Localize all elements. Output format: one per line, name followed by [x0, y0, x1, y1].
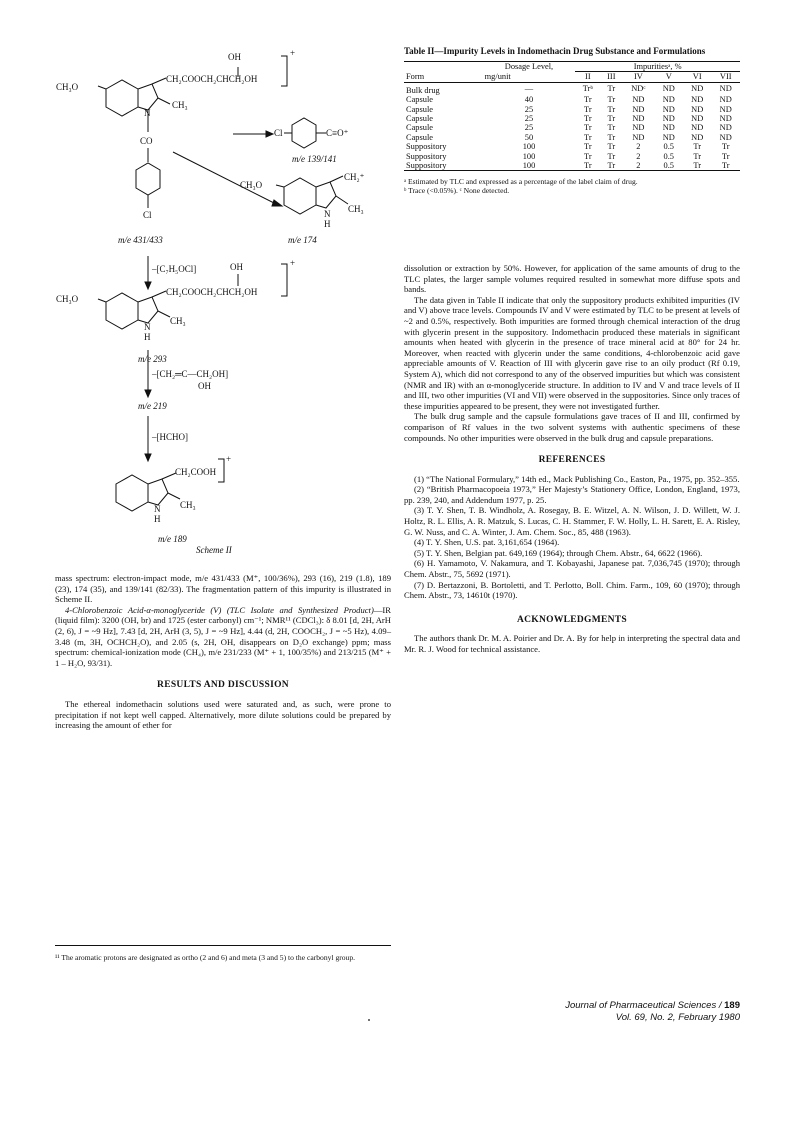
- table-cell: ND: [691, 123, 704, 133]
- table-cell: 25: [524, 123, 534, 133]
- table-cell: Tr: [721, 151, 730, 161]
- scheme-caption: Scheme II: [196, 545, 232, 555]
- table-cell: Capsule: [406, 95, 433, 105]
- table-row: [404, 142, 740, 151]
- reference-item: (2) “British Pharmacopoeia 1973,” Her Majesty’s Stationery Office, London, England, 1973, pp. 239, 240, and Addendum 1977, p. 25.: [404, 484, 740, 505]
- table-cell: ND: [691, 114, 704, 124]
- scheme-co: CO: [140, 136, 153, 146]
- table-cell: Tr: [607, 142, 616, 152]
- table-note-a: ᵃ Estimated by TLC and expressed as a percentage of the label claim of drug.: [404, 177, 638, 187]
- scheme-chain-2: CH₂COOCH₂CHCH₂OH: [166, 287, 258, 297]
- scheme-chain-1: CH₂COOCH₂CHCH₂OH: [166, 74, 258, 84]
- acknowledgments-paragraph: The authors thank Dr. M. A. Poirier and Dr. A. By for help in interpreting the spectral data and Mr. R. J. Wood for technical assistance.: [404, 633, 740, 654]
- table-col-v: V: [665, 72, 672, 82]
- scheme-n-3: N: [144, 322, 151, 332]
- footer-volume: Vol. 69, No. 2, February 1980: [615, 1012, 740, 1023]
- footnote: ¹¹ The aromatic protons are designated as ortho (2 and 6) and meta (3 and 5) to the carbonyl group.: [55, 953, 356, 962]
- scheme-ch2plus: CH₂⁺: [344, 172, 365, 182]
- scheme-me-431: m/e 431/433: [118, 235, 163, 245]
- table-cell: ND: [719, 132, 732, 142]
- table-row: [404, 133, 740, 142]
- table-cell: ND: [691, 132, 704, 142]
- table-cell: ND: [719, 104, 732, 114]
- scheme-ch3o-3: CH₃O: [56, 294, 79, 304]
- table-cell: ND: [632, 104, 645, 114]
- scheme-h-2: H: [324, 219, 331, 229]
- scheme-h-4: H: [154, 514, 161, 524]
- table-cell: Trᵇ: [582, 84, 593, 94]
- table-cell: Capsule: [406, 123, 433, 133]
- table-head-form: Form: [406, 72, 425, 82]
- scheme-ch3-1: CH₃: [172, 100, 188, 110]
- scheme-plus-3: +: [226, 454, 232, 464]
- table-cell: —: [524, 84, 534, 94]
- table-note-bc: ᵇ Trace (<0.05%). ᶜ None detected.: [404, 186, 510, 196]
- table-cell: Tr: [607, 161, 616, 171]
- table-cell: 25: [524, 114, 534, 124]
- scheme-oh-1: OH: [228, 52, 241, 62]
- scheme-me-174: m/e 174: [288, 235, 317, 245]
- scheme-loss-3: –[HCHO]: [152, 432, 188, 442]
- table-cell: Tr: [607, 114, 616, 124]
- table-cell: ND: [691, 104, 704, 114]
- scheme-n-4: N: [154, 504, 161, 514]
- speck: [368, 1019, 370, 1021]
- table-cell: 0.5: [663, 142, 674, 152]
- table-cell: ND: [719, 84, 732, 94]
- scheme-ch3o-1: CH₃O: [56, 82, 79, 92]
- scheme-oh-2: OH: [230, 262, 243, 272]
- table-cell: Tr: [584, 161, 592, 171]
- table-cell: Suppository: [406, 161, 447, 171]
- table-cell: Tr: [693, 161, 702, 171]
- scheme-cl-1: Cl: [143, 210, 152, 220]
- scheme-chain-3: CH₂COOH: [175, 467, 217, 477]
- scheme-n-2: N: [324, 209, 331, 219]
- scheme-me-293: m/e 293: [138, 354, 167, 364]
- table-cell: Tr: [721, 142, 730, 152]
- table-cell: 50: [524, 132, 534, 142]
- footnote-rule: [55, 945, 391, 946]
- table-row: [404, 161, 740, 171]
- table-row: [404, 114, 740, 123]
- scheme-acylium: C≡O⁺: [326, 128, 349, 138]
- table-cell: ND: [662, 104, 675, 114]
- chloro-body: —IR (liquid film): 3200 (OH, br) and 1725 (ester carbonyl) cm⁻¹; NMR¹¹ (CDCl₃): δ 8.01 [d, 2H, ArH (2, 6), J = ~9 Hz], 7.43 [d, 2H, ArH (3, 5), J = ~9 Hz], 4.44 (d, 2H, COOCH₂, J = ~5 Hz), 4.09–3.48 (m, 3H, OCHCH₂O), and 2.05 (s, 2H, OH, disappears on D₂O exchange) ppm; mass spectrum: chemical-ionization mode (CH₄), m/e 231/233 (M⁺ + 1, 100/35%) and 213/215 (M⁺ + 1 – H₂O, 93/31).: [55, 604, 391, 668]
- table-cell: Tr: [607, 123, 616, 133]
- table-cell: Tr: [693, 151, 702, 161]
- table-head-dosage-1: Dosage Level,: [504, 62, 554, 72]
- table-cell: Tr: [584, 95, 592, 105]
- chloro-heading: 4-Chlorobenzoic Acid-α-monoglyceride (V) (TLC Isolate and Synthesized Product): [65, 604, 374, 615]
- table-cell: ND: [691, 95, 704, 105]
- table-cell: ND: [719, 114, 732, 124]
- table-row: [404, 105, 740, 114]
- table-cell: 40: [524, 95, 534, 105]
- page-footer: [565, 1000, 740, 1024]
- table-cell: Tr: [607, 95, 616, 105]
- table-cell: Suppository: [406, 151, 447, 161]
- table-cell: 100: [522, 142, 536, 152]
- right-column: [404, 263, 740, 655]
- table-cell: Tr: [584, 104, 592, 114]
- impurity-table: [404, 61, 740, 171]
- table-cell: 2: [636, 142, 641, 152]
- ms-paragraph: mass spectrum: electron-impact mode, m/e 431/433 (M⁺, 100/36%), 293 (16), 219 (1.8), 189 (23), 174 (35), and 139/141 (82/33). The fragmentation pattern of this impurity is illustrated in Scheme II.: [55, 573, 391, 605]
- table-cell: 100: [522, 151, 536, 161]
- table-col-vi: VI: [692, 72, 702, 82]
- reference-item: (4) T. Y. Shen, U.S. pat. 3,161,654 (1964).: [414, 537, 560, 548]
- table-cell: 0.5: [663, 151, 674, 161]
- right-paragraph-1: dissolution or extraction by 50%. However, for application of the same amounts of drug to the TLC plates, the larger sample volumes required resulted in somewhat more diffuse spots and bands.: [404, 263, 740, 295]
- results-heading: RESULTS AND DISCUSSION: [157, 680, 289, 691]
- acknowledgments-heading: ACKNOWLEDGMENTS: [516, 614, 628, 625]
- scheme-me-189: m/e 189: [158, 534, 187, 544]
- reference-item: (1) “The National Formulary,” 14th ed., Mack Publishing Co., Easton, Pa., 1975, pp. 352–355.: [414, 473, 740, 484]
- scheme-ch3-2: CH₃: [348, 204, 364, 214]
- scheme-loss-2a: –[CH₂═C—CH₂OH]: [152, 369, 229, 379]
- table-cell: Capsule: [406, 114, 433, 124]
- table-cell: Capsule: [406, 132, 433, 142]
- table-cell: Bulk drug: [406, 85, 440, 95]
- scheme-plus-1: +: [290, 48, 296, 58]
- right-paragraph-2: The data given in Table II indicate that only the suppository products exhibited impurities (IV and V) above trace levels. Compounds IV and V were estimated by TLC to be present at levels of ~2 and 0.5%, respectively. Both impurities are formed through chemical interaction of the drug with glycerin present in the suppository. Indomethacin produced these materials in significant amounts when heated with glycerin in the presence of trace mineral acid at 80° for 24 hr. Moreover, when reacted with glycerin under the same conditions, 4-chlorobenzoic acid gave appreciable amounts of V. Reaction of III with glycerin gave rise to an oily product (Rf 0.19, System A), which did not correspond to any of the observed impurities but which was consistent (NMR and IR) with an α-monoglyceride structure. In addition to IV and V and trace levels of II and III, two other impurities (VI and VII) were observed in the suppositories. Since only traces of these impurities appeared to be present, they were not investigated further.: [404, 294, 740, 411]
- table-row: [404, 82, 740, 95]
- table-cell: ND: [662, 114, 675, 124]
- table-row: [404, 95, 740, 104]
- table-cell: ND: [632, 114, 645, 124]
- table-cell: NDᶜ: [631, 84, 646, 94]
- table-cell: ND: [691, 84, 704, 94]
- table-cell: Tr: [584, 142, 592, 152]
- table-col-iv: IV: [633, 72, 643, 82]
- table-cell: 2: [636, 151, 641, 161]
- scheme-loss-1: –[C₇H₅OCl]: [152, 264, 197, 274]
- scheme-ch3o-2: CH₃O: [240, 180, 263, 190]
- table-cell: Tr: [693, 142, 702, 152]
- table-cell: Tr: [584, 123, 592, 133]
- table-cell: ND: [662, 132, 675, 142]
- table-cell: Tr: [607, 151, 616, 161]
- reference-item: (5) T. Y. Shen, Belgian pat. 649,169 (1964); through Chem. Abstr., 64, 6622 (1966).: [414, 547, 703, 558]
- reference-item: (3) T. Y. Shen, T. B. Windholz, A. Rosegay, B. E. Witzel, A. N. Wilson, J. D. Willett, W. J. Holtz, R. L. Ellis, A. R. Matzuk, S. Lucas, C. H. Stammer, F. W. Holly, L. H. Sarett, E. A. Risley, G. W. Nuss, and C. A. Winter, J. Am. Chem. Soc., 85, 488 (1963).: [404, 505, 740, 537]
- scheme-ch3-4: CH₃: [180, 500, 196, 510]
- scheme-loss-2b: OH: [198, 381, 211, 391]
- table-cell: Tr: [607, 84, 616, 94]
- table-block: [404, 46, 740, 195]
- table-cell: Tr: [607, 104, 616, 114]
- chloro-paragraph: [55, 605, 391, 669]
- table-head-impurities: Impuritiesᵃ, %: [575, 62, 740, 72]
- table-cell: Tr: [721, 161, 730, 171]
- scheme-plus-2: +: [290, 258, 296, 268]
- table-cell: 2: [636, 161, 641, 171]
- table-row: [404, 152, 740, 161]
- table-head-dosage-2: mg/unit: [484, 72, 511, 82]
- scheme-me-139: m/e 139/141: [292, 154, 337, 164]
- table-cell: Tr: [584, 151, 592, 161]
- table-cell: ND: [719, 123, 732, 133]
- left-column: [55, 573, 391, 731]
- scheme-ch3-3: CH₃: [170, 316, 186, 326]
- results-paragraph: The ethereal indomethacin solutions used were saturated and, as such, were prone to precipitation if not kept well capped. Alternatively, more dilute solutions could be prepared by increasing the amount of ether for: [55, 698, 391, 731]
- table-cell: ND: [662, 84, 675, 94]
- scheme-cl-2: Cl: [274, 128, 283, 138]
- table-cell: Tr: [584, 114, 592, 124]
- scheme-h-3: H: [144, 332, 151, 342]
- footer-journal: Journal of Pharmaceutical Sciences /: [565, 1000, 722, 1011]
- table-cell: ND: [632, 123, 645, 133]
- scheme-n-1: N: [144, 108, 151, 118]
- table-col-ii: II: [585, 72, 591, 82]
- reference-item: (7) D. Bertazzoni, B. Bortoletti, and T. Perlotto, Boll. Chim. Farm., 109, 60 (1970); through Chem. Abstr., 73, 14610t (1970).: [404, 579, 740, 601]
- footer-journal-line: [565, 1000, 740, 1012]
- reference-item: (6) H. Yamamoto, V. Nakamura, and T. Kobayashi, Japanese pat. 7,036,745 (1970); through Chem. Abstr., 75, 5692 (1971).: [404, 558, 740, 580]
- table-cell: 0.5: [663, 161, 674, 171]
- table-cell: Capsule: [406, 104, 433, 114]
- table-cell: ND: [719, 95, 732, 105]
- table-cell: ND: [632, 95, 645, 105]
- table-cell: Suppository: [406, 142, 447, 152]
- table-col-iii: III: [607, 72, 616, 82]
- table-title: Table II—Impurity Levels in Indomethacin Drug Substance and Formulations: [404, 46, 706, 56]
- right-paragraph-3: The bulk drug sample and the capsule formulations gave traces of II and III, confirmed by comparison of Rf values in the two solvent systems with authentic specimens of these compounds. No other impurities were observed in the bulk drug and capsule preparations.: [404, 411, 740, 443]
- table-cell: 25: [524, 104, 534, 114]
- scheme-me-219: m/e 219: [138, 401, 167, 411]
- table-cell: Tr: [607, 132, 616, 142]
- scheme-ii: [48, 34, 398, 574]
- table-cell: 100: [522, 161, 536, 171]
- table-row: [404, 123, 740, 132]
- references-heading: REFERENCES: [538, 455, 606, 466]
- table-col-vii: VII: [719, 72, 732, 82]
- table-cell: ND: [662, 95, 675, 105]
- table-cell: ND: [632, 132, 645, 142]
- footer-page-number: 189: [724, 1000, 740, 1011]
- table-cell: ND: [662, 123, 675, 133]
- table-cell: Tr: [584, 132, 592, 142]
